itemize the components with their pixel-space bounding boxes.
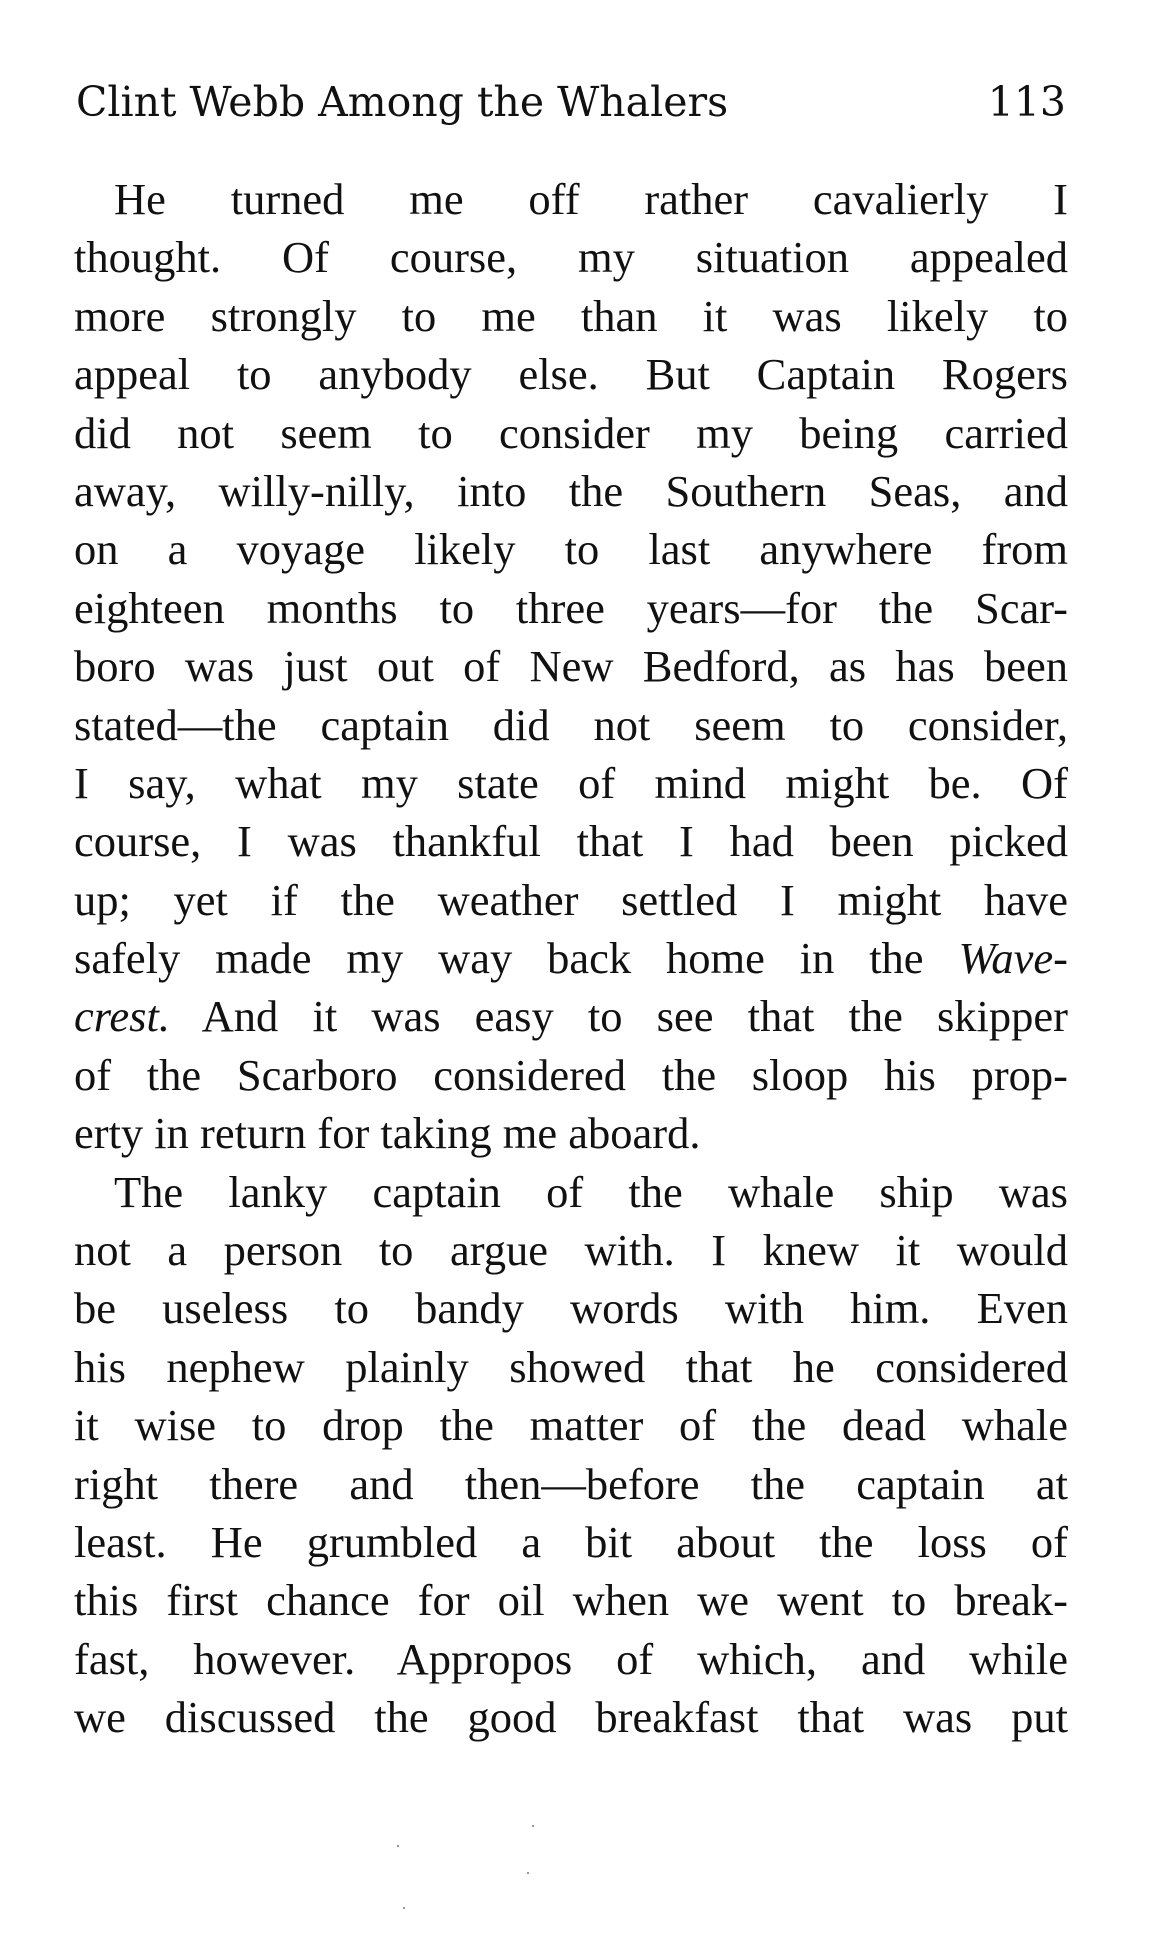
text-line: right there and then—before the captain at	[74, 1458, 1068, 1509]
paper-speck	[527, 1872, 529, 1874]
text-line: The lanky captain of the whale ship was	[114, 1166, 1068, 1217]
text-line-with-italic	[74, 987, 1068, 1045]
text-line: eighteen months to three years—for the Scar-	[74, 582, 1068, 633]
text-line: did not seem to consider my being carried	[74, 407, 1068, 458]
page-number: 113	[987, 78, 1066, 126]
text-line: this first chance for oil when we went to break-	[74, 1575, 1068, 1626]
text-line: we discussed the good breakfast that was put	[74, 1692, 1068, 1743]
text-line: erty in return for taking me aboard.	[74, 1108, 701, 1159]
body-text	[74, 170, 1068, 1747]
text-line: boro was just out of New Bedford, as has been	[74, 641, 1068, 692]
text-line: of the Scarboro considered the sloop his prop-	[74, 1049, 1068, 1100]
paper-speck	[397, 1845, 399, 1847]
text-line: away, willy-nilly, into the Southern Seas, and	[74, 465, 1068, 516]
text-line-with-italic	[74, 929, 1068, 987]
text-line: up; yet if the weather settled I might have	[74, 874, 1068, 925]
italic-ship-name: Wave-	[958, 933, 1068, 984]
text-segment: And it was easy to see that the skipper	[169, 991, 1068, 1042]
text-line: appeal to anybody else. But Captain Rogers	[74, 349, 1068, 400]
text-line: on a voyage likely to last anywhere from	[74, 524, 1068, 575]
text-line: his nephew plainly showed that he considered	[74, 1341, 1068, 1392]
text-line: stated—the captain did not seem to consider,	[74, 699, 1068, 750]
text-line: be useless to bandy words with him. Even	[74, 1283, 1068, 1334]
italic-ship-name-end: crest.	[74, 991, 170, 1042]
running-title: Clint Webb Among the Whalers	[76, 78, 729, 126]
paragraph-1	[74, 170, 1068, 1163]
text-line: not a person to argue with. I knew it would	[74, 1225, 1068, 1276]
text-line: it wise to drop the matter of the dead whale	[74, 1400, 1068, 1451]
text-line: He turned me off rather cavalierly I	[114, 174, 1068, 224]
text-line: fast, however. Appropos of which, and while	[74, 1633, 1068, 1684]
text-segment: safely made my way back home in the	[74, 933, 959, 984]
paragraph-2	[74, 1163, 1068, 1747]
paper-speck	[532, 1825, 534, 1827]
paper-speck	[403, 1907, 405, 1909]
text-line: least. He grumbled a bit about the loss of	[74, 1516, 1068, 1567]
running-head	[76, 72, 1066, 132]
text-line: I say, what my state of mind might be. Of	[74, 757, 1068, 808]
text-line: thought. Of course, my situation appealed	[74, 232, 1068, 283]
text-line: course, I was thankful that I had been picked	[74, 816, 1068, 867]
text-line: more strongly to me than it was likely to	[74, 290, 1068, 341]
